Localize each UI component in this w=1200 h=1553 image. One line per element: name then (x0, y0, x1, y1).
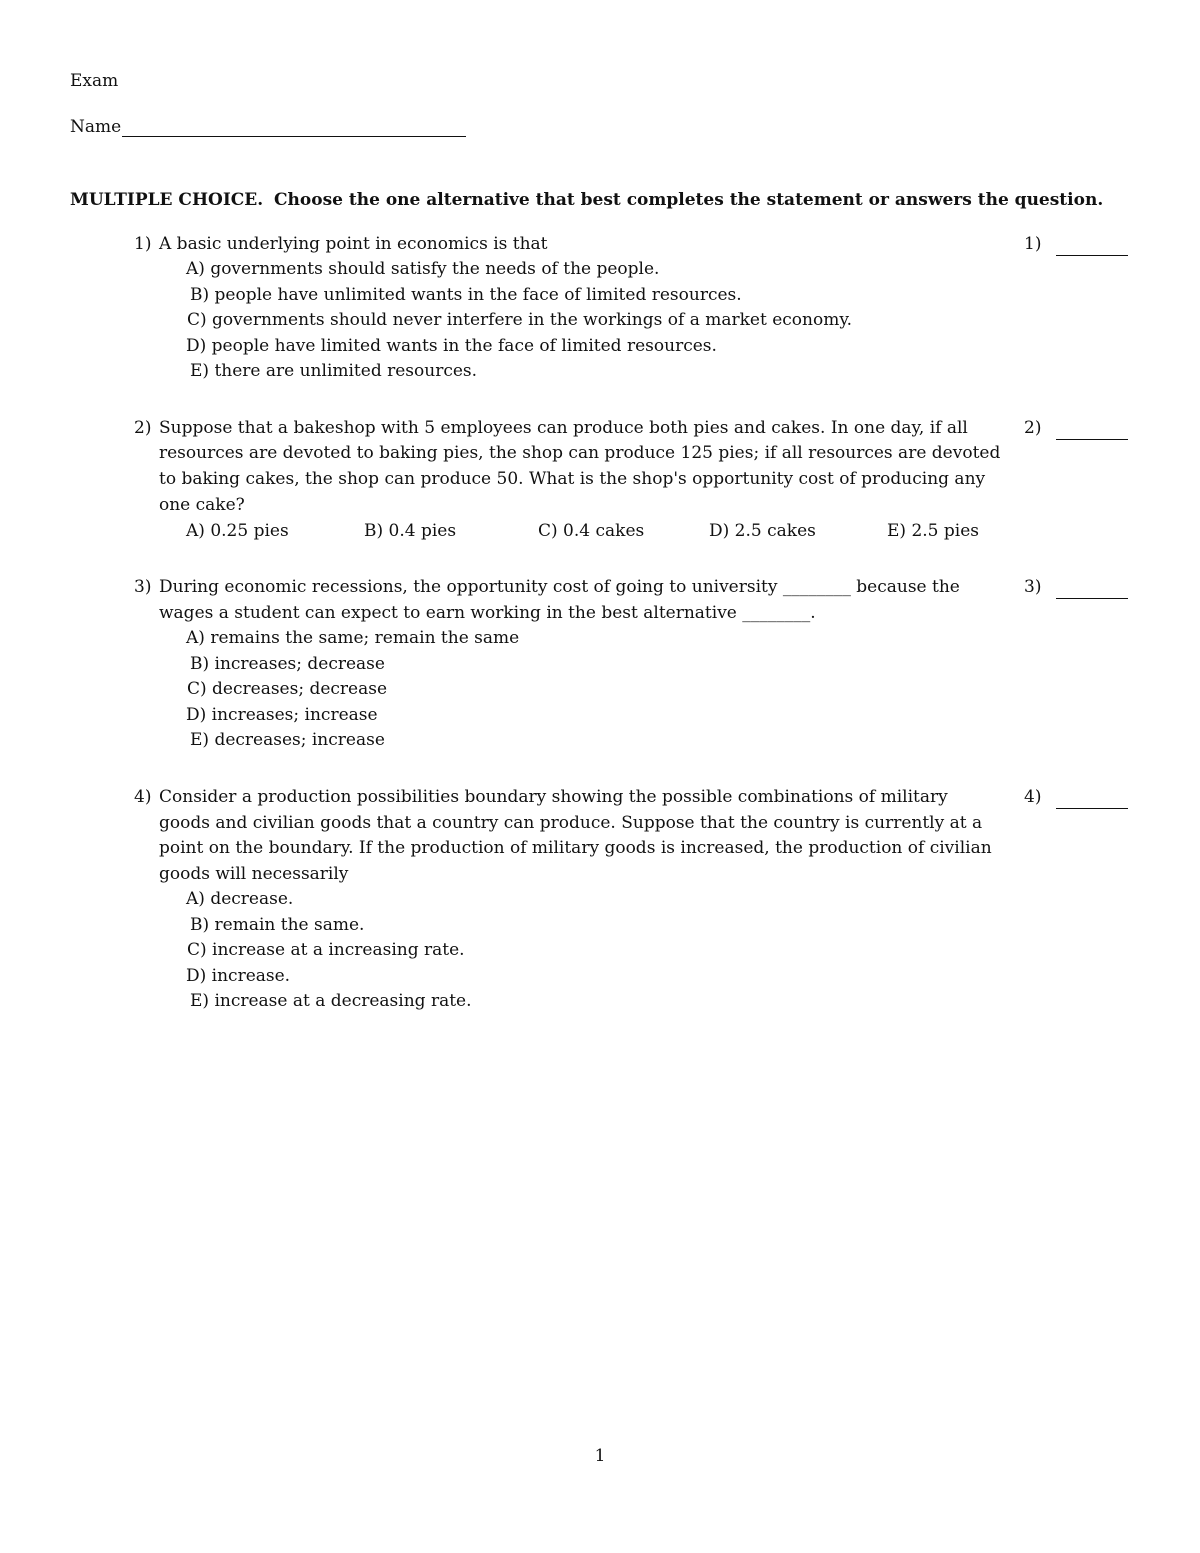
option-b[interactable]: B) 0.4 pies (364, 521, 457, 541)
question-number: 2) (134, 418, 152, 438)
instructions-prefix: MULTIPLE CHOICE. (70, 190, 264, 210)
question-number: 4) (134, 787, 152, 807)
question-stem: Consider a production possibilities boundary showing the possible combinations of military (159, 787, 948, 807)
answer-label: 3) (1024, 577, 1042, 597)
question-stem: During economic recessions, the opportunity cost of going to university ________ because the (159, 577, 960, 597)
question-stem: goods and civilian goods that a country can produce. Suppose that the country is currently at a (159, 813, 983, 833)
option-a[interactable]: A) remains the same; remain the same (186, 628, 520, 648)
page-number: 1 (594, 1446, 606, 1466)
question-stem: one cake? (159, 495, 245, 515)
answer-blank[interactable] (1056, 808, 1128, 809)
option-a[interactable]: A) decrease. (186, 889, 294, 909)
answer-blank[interactable] (1056, 255, 1128, 256)
option-c[interactable]: C) decreases; decrease (187, 679, 388, 699)
question-stem: point on the boundary. If the production of military goods is increased, the production of civilian (159, 838, 992, 858)
option-d[interactable]: D) increase. (186, 966, 291, 986)
option-d[interactable]: D) increases; increase (186, 705, 378, 725)
answer-label: 1) (1024, 234, 1042, 254)
option-c[interactable]: C) 0.4 cakes (538, 521, 645, 541)
option-a[interactable]: A) governments should satisfy the needs of the people. (186, 259, 660, 279)
name-label: Name (70, 117, 122, 137)
question-number: 3) (134, 577, 152, 597)
question-stem: to baking cakes, the shop can produce 50. What is the shop's opportunity cost of producing any (159, 469, 986, 489)
option-e[interactable]: E) increase at a decreasing rate. (190, 991, 472, 1011)
question-stem: resources are devoted to baking pies, the shop can produce 125 pies; if all resources are devoted (159, 443, 1001, 463)
instructions (70, 190, 1103, 210)
option-b[interactable]: B) remain the same. (190, 915, 365, 935)
option-c[interactable]: C) governments should never interfere in the workings of a market economy. (187, 310, 853, 330)
question-stem: Suppose that a bakeshop with 5 employees can produce both pies and cakes. In one day, if all (159, 418, 968, 438)
answer-label: 2) (1024, 418, 1042, 438)
option-e[interactable]: E) there are unlimited resources. (190, 361, 478, 381)
question-number: 1) (134, 234, 152, 254)
name-blank-line[interactable] (122, 117, 466, 137)
question-stem: goods will necessarily (159, 864, 349, 884)
answer-blank[interactable] (1056, 598, 1128, 599)
option-a[interactable]: A) 0.25 pies (186, 521, 289, 541)
question-stem: wages a student can expect to earn working in the best alternative ________. (159, 603, 816, 623)
option-c[interactable]: C) increase at a increasing rate. (187, 940, 465, 960)
option-b[interactable]: B) increases; decrease (190, 654, 385, 674)
option-e[interactable]: E) 2.5 pies (887, 521, 979, 541)
answer-label: 4) (1024, 787, 1042, 807)
question-stem: A basic underlying point in economics is that (159, 234, 548, 254)
name-row (70, 117, 466, 137)
answer-blank[interactable] (1056, 439, 1128, 440)
exam-title: Exam (70, 71, 119, 91)
option-d[interactable]: D) people have limited wants in the face of limited resources. (186, 336, 717, 356)
option-b[interactable]: B) people have unlimited wants in the face of limited resources. (190, 285, 742, 305)
instructions-text: Choose the one alternative that best completes the statement or answers the question. (274, 190, 1104, 210)
option-d[interactable]: D) 2.5 cakes (709, 521, 816, 541)
option-e[interactable]: E) decreases; increase (190, 730, 385, 750)
